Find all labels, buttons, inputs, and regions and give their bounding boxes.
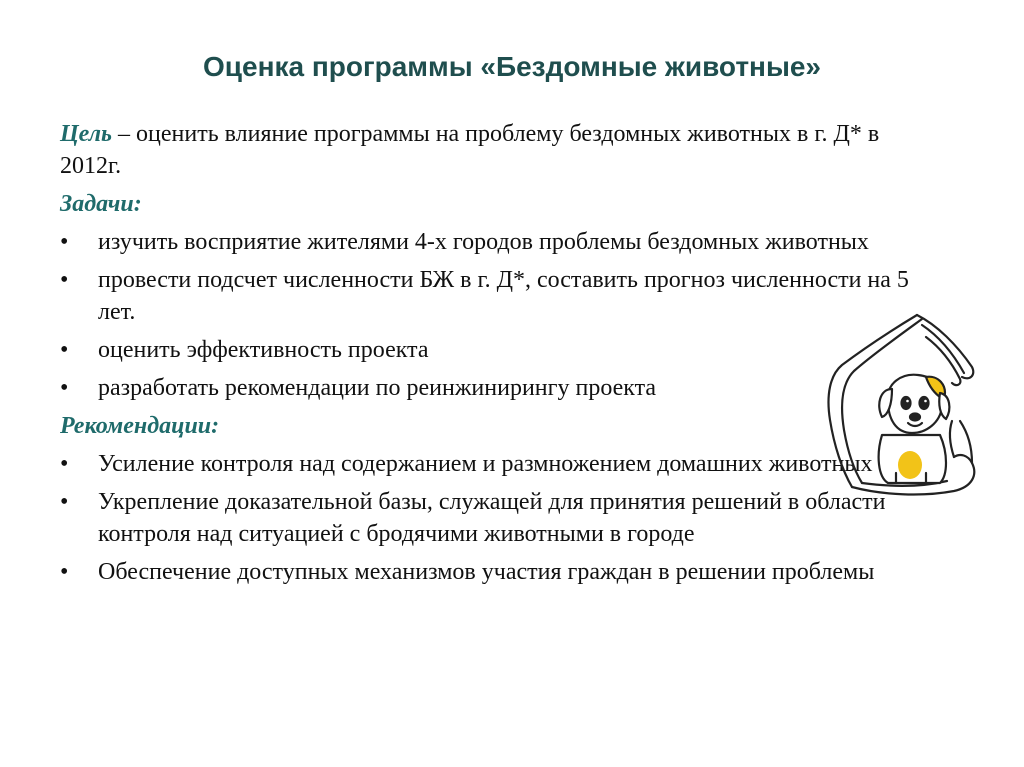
list-item-text: Усиление контроля над содержанием и размножением домашних животных [98, 451, 873, 477]
list-item-text: Укрепление доказательной базы, служащей для принятия решений в области контроля над ситуацией с бродячими животными в городе [98, 489, 886, 547]
list-item-text: разработать рекомендации по реинжинирингу проекта [98, 375, 657, 401]
list-item [60, 556, 930, 588]
recommendations-heading: Рекомендации: [60, 413, 220, 439]
bullet: • [60, 267, 69, 293]
list-item-text: провести подсчет численности БЖ в г. Д*, составить прогноз численности на 5 лет. [98, 267, 909, 325]
slide-title: Оценка программы «Бездомные животные» [203, 51, 821, 82]
bullet: • [60, 375, 69, 401]
bullet: • [60, 451, 69, 477]
list-item [60, 372, 930, 404]
goal-paragraph [60, 118, 930, 182]
hands-sheltering-dog-icon [822, 305, 982, 505]
slide-body [60, 118, 930, 594]
list-item-text: изучить восприятие жителями 4-х городов проблемы бездомных животных [98, 229, 869, 255]
list-item [60, 334, 930, 366]
tasks-list [60, 226, 930, 404]
recommendations-list [60, 448, 930, 588]
goal-label: Цель [60, 121, 113, 147]
bullet: • [60, 337, 69, 363]
list-item [60, 264, 930, 328]
list-item [60, 486, 930, 550]
list-item-text: Обеспечение доступных механизмов участия граждан в решении проблемы [98, 559, 875, 585]
bullet: • [60, 559, 69, 585]
list-item-text: оценить эффективность проекта [98, 337, 429, 363]
tasks-heading: Задачи: [60, 191, 142, 217]
bullet: • [60, 229, 69, 255]
goal-text: – оценить влияние программы на проблему бездомных животных в г. Д* в 2012г. [60, 121, 880, 179]
list-item [60, 226, 930, 258]
list-item [60, 448, 930, 480]
bullet: • [60, 489, 69, 515]
